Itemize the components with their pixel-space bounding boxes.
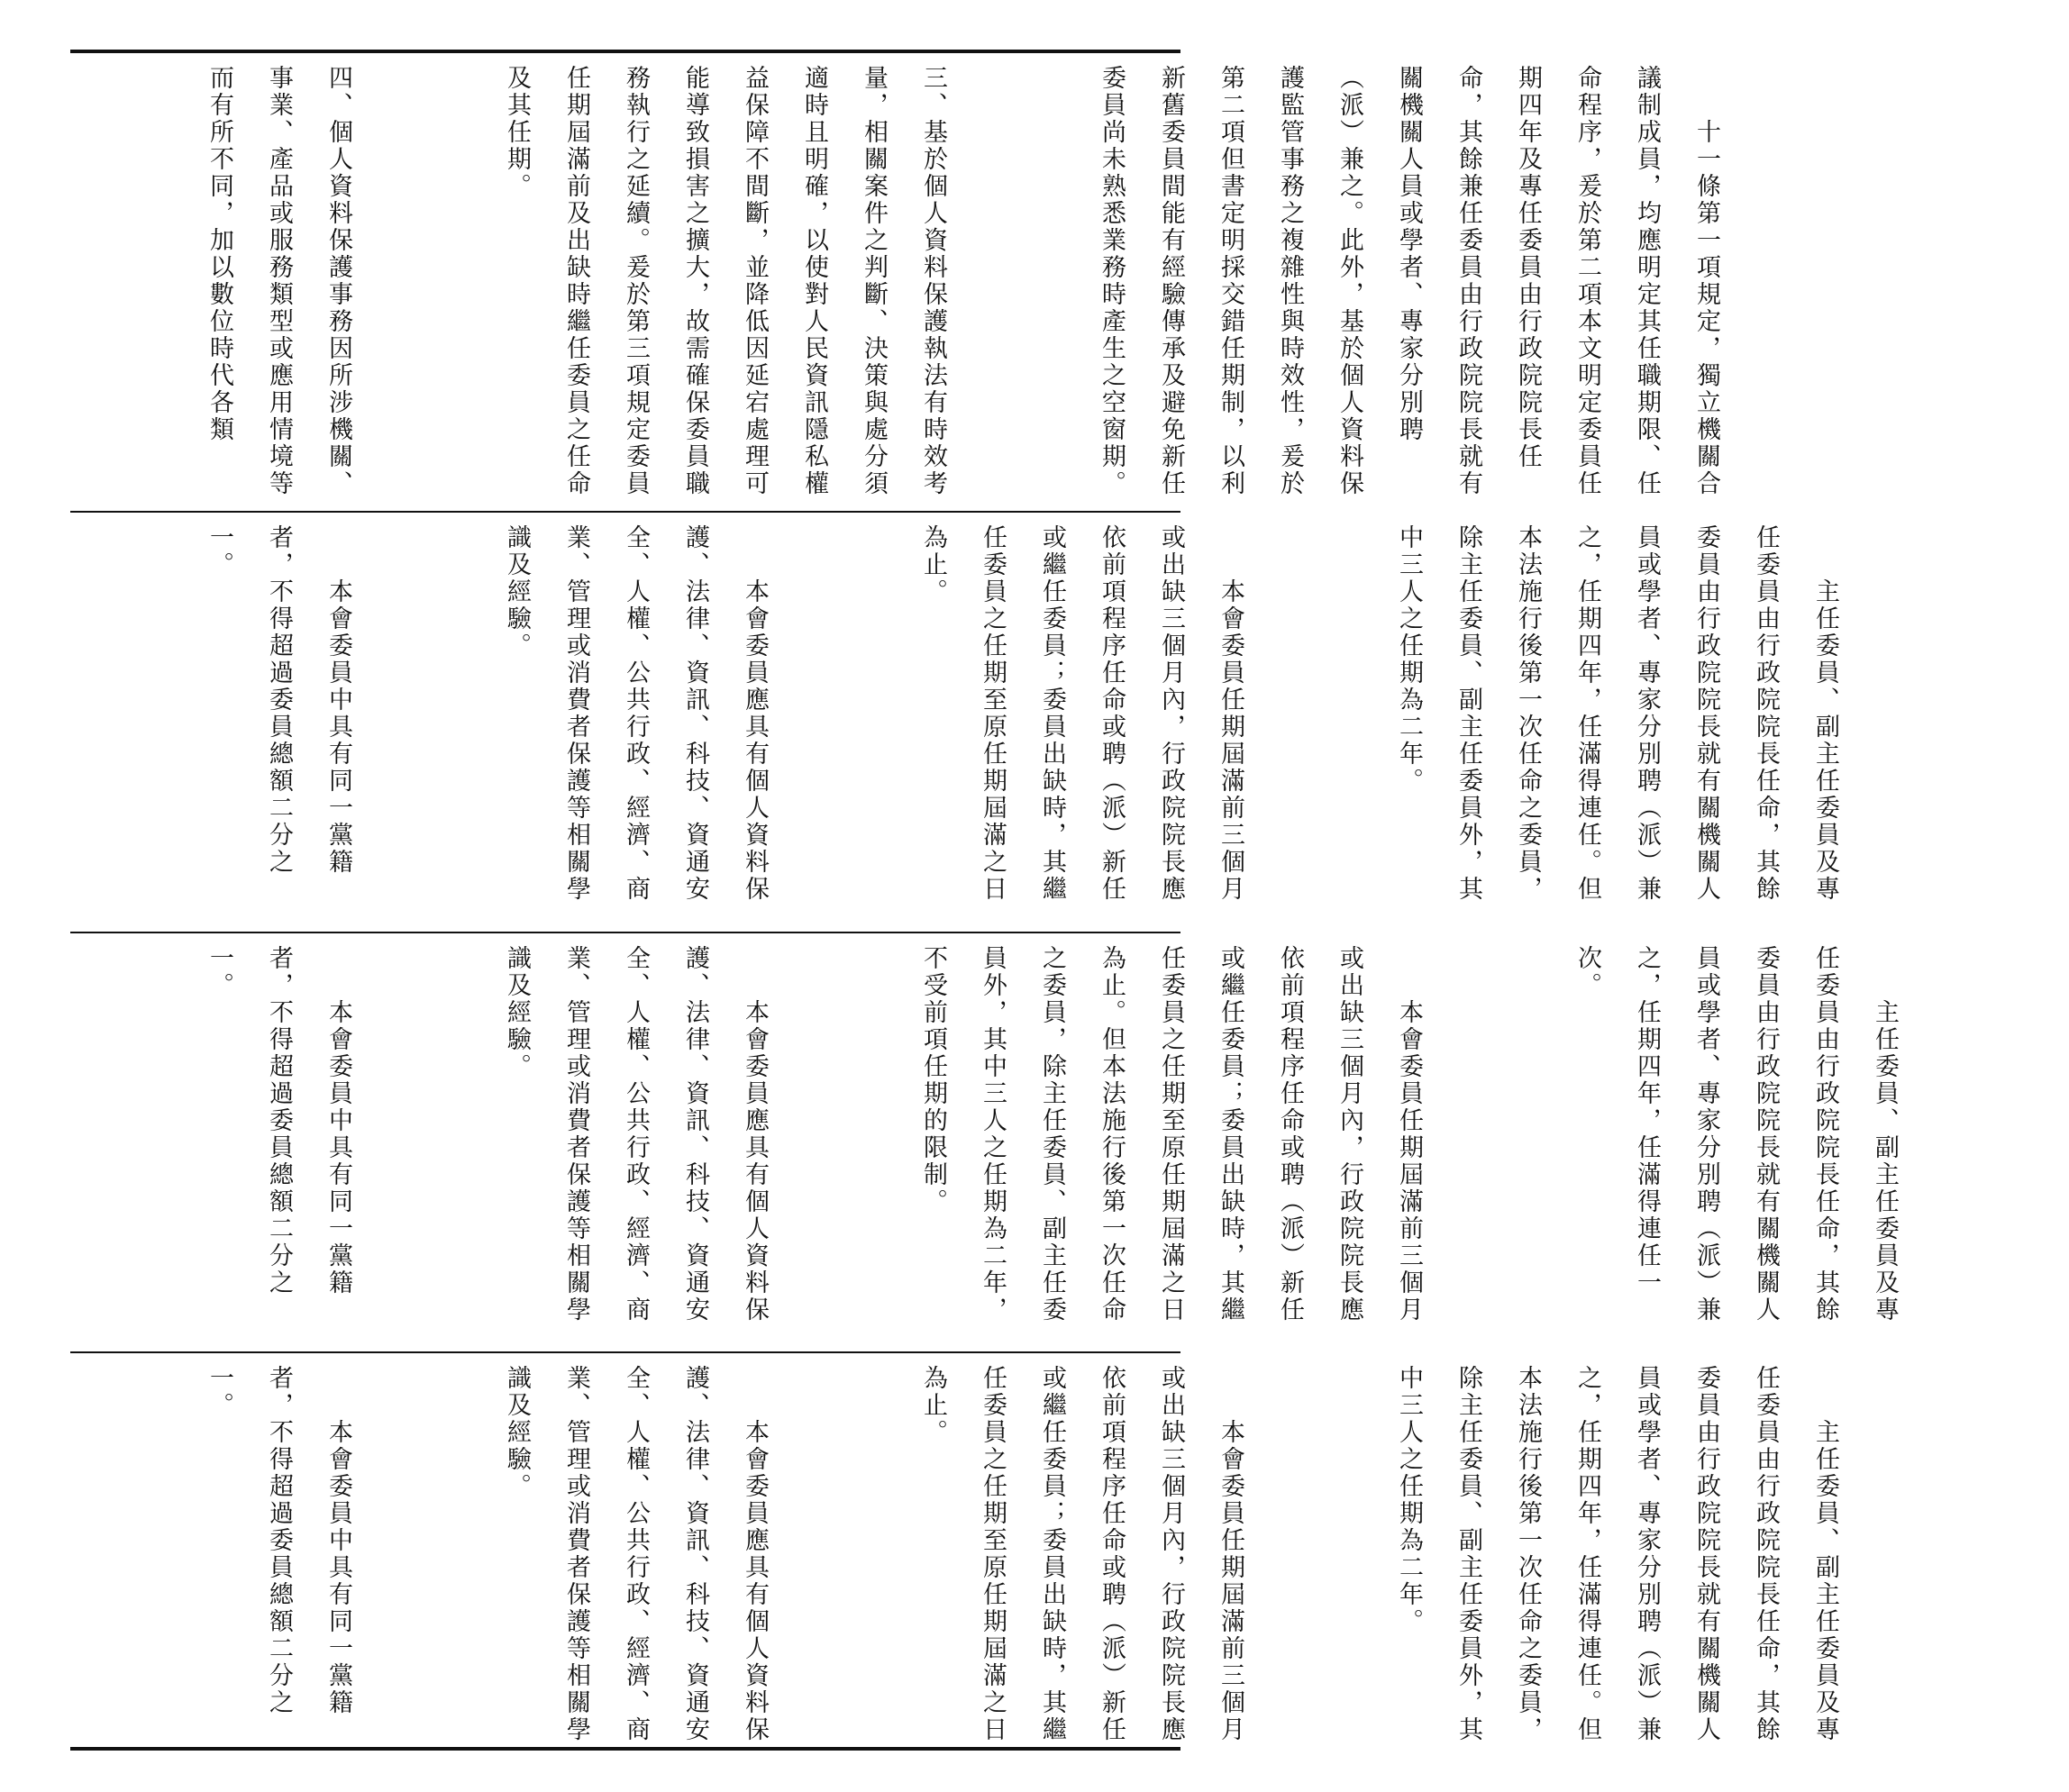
paragraph: 本會委員任期屆滿前三個月或出缺三個月內，行政院院長應依前項程序任命或聘（派）新任或繼任委員；委員出缺時，其繼任委員之任期至原任期屆滿之日為止。 — [919, 1365, 1244, 1743]
section-4-text — [70, 1354, 2010, 1743]
paragraph: 本會委員應具有個人資料保護、法律、資訊、科技、資通安全、人權、公共行政、經濟、商業、管理或消費者保護等相關學識及經驗。 — [503, 945, 769, 1324]
section-2-text — [70, 514, 2010, 928]
paragraph: 主任委員、副主任委員及專任委員由行政院院長任命，其餘委員由行政院院長就有關機關人員或學者、專家分別聘（派）兼之，任期四年，任滿得連任一次。 — [1573, 945, 1899, 1324]
section-divider — [70, 1351, 1180, 1353]
section-divider — [70, 511, 1180, 513]
paragraph: 本會委員應具有個人資料保護、法律、資訊、科技、資通安全、人權、公共行政、經濟、商業、管理或消費者保護等相關學識及經驗。 — [503, 1365, 769, 1743]
paragraph: 十一條第一項規定，獨立機關合議制成員，均應明定其任職期限、任命程序，爰於第二項本文明定委員任期四年及專任委員由行政院院長任命，其餘兼任委員由行政院院長就有關機關人員或學者、專家分別聘（派）兼之。此外，基於個人資料保護監管事務之複雜性與時效性，爰於第二項但書定明採交錯任期制，以利新舊委員間能有經驗傳承及避免新任委員尚未熟悉業務時產生之空窗期。 — [1098, 65, 1720, 497]
paragraph: 本會委員任期屆滿前三個月或出缺三個月內，行政院院長應依前項程序任命或聘（派）新任或繼任委員；委員出缺時，其繼任委員之任期至原任期屆滿之日為止。 — [919, 524, 1244, 903]
paragraph: 主任委員、副主任委員及專任委員由行政院院長任命，其餘委員由行政院院長就有關機關人員或學者、專家分別聘（派）兼之，任期四年，任滿得連任。但本法施行後第一次任命之委員，除主任委員、副主任委員外，其中三人之任期為二年。 — [1395, 1365, 1839, 1743]
paragraph: 本會委員應具有個人資料保護、法律、資訊、科技、資通安全、人權、公共行政、經濟、商業、管理或消費者保護等相關學識及經驗。 — [503, 524, 769, 903]
section-4 — [70, 1354, 1839, 1743]
bottom-rule — [70, 1747, 1180, 1751]
paragraph: 本會委員中具有同一黨籍者，不得超過委員總額二分之一。 — [205, 945, 352, 1296]
top-rule — [70, 50, 1180, 53]
paragraph: 三、基於個人資料保護執法有時效考量，相關案件之判斷、決策與處分須適時且明確，以使對人民資訊隱私權益保障不間斷，並降低因延宕處理可能導致損害之擴大，故需確保委員職務執行之延續。爰於第三項規定委員任期屆滿前及出缺時繼任委員之任命及其任期。 — [503, 65, 947, 497]
section-3-text — [70, 934, 2069, 1349]
section-divider — [70, 932, 1180, 933]
paragraph: 本會委員中具有同一黨籍者，不得超過委員總額二分之一。 — [205, 524, 352, 876]
section-1-text — [70, 54, 1891, 509]
section-1 — [70, 54, 1720, 509]
paragraph: 本會委員中具有同一黨籍者，不得超過委員總額二分之一。 — [205, 1365, 352, 1716]
paragraph: 本會委員任期屆滿前三個月或出缺三個月內，行政院院長應依前項程序任命或聘（派）新任或繼任委員；委員出缺時，其繼任委員之任期至原任期屆滿之日為止。但本法施行後第一次任命之委員，除主任委員、副主任委員外，其中三人之任期為二年，不受前項任期的限制。 — [919, 945, 1423, 1324]
section-3 — [70, 934, 1899, 1349]
paragraph: 四、個人資料保護事務因所涉機關、事業、產品或服務類型或應用情境等而有所不同，加以數位時代各類 — [205, 65, 352, 497]
section-2 — [70, 514, 1839, 928]
paragraph: 主任委員、副主任委員及專任委員由行政院院長任命，其餘委員由行政院院長就有關機關人員或學者、專家分別聘（派）兼之，任期四年，任滿得連任。但本法施行後第一次任命之委員，除主任委員、副主任委員外，其中三人之任期為二年。 — [1395, 524, 1839, 903]
